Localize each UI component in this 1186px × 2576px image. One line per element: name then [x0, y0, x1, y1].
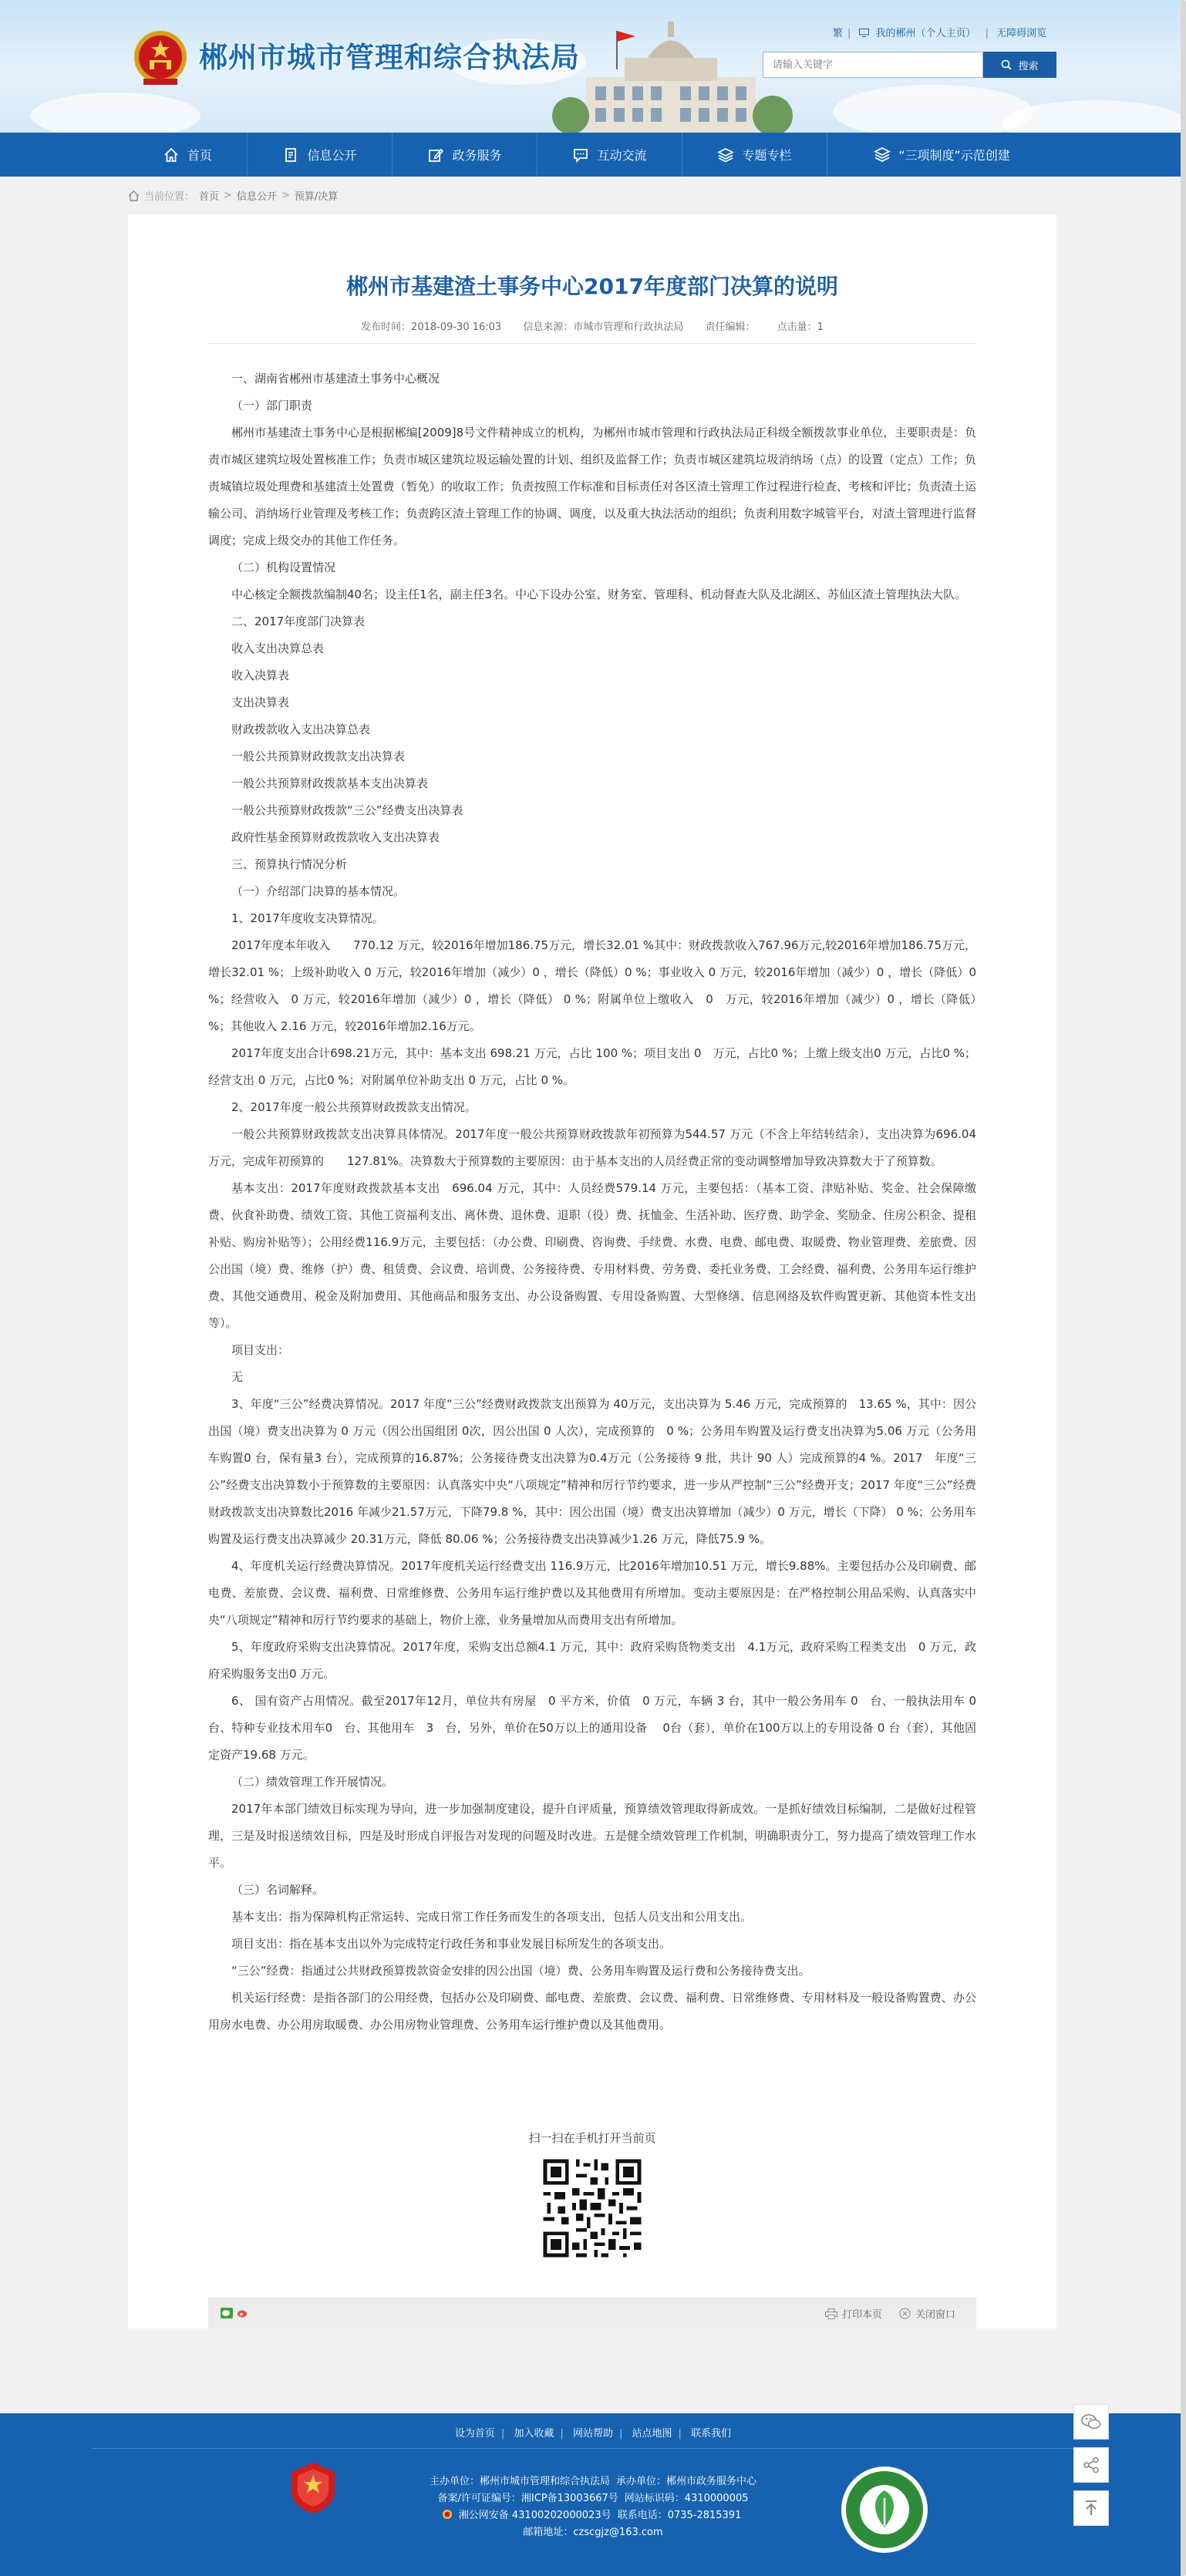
- contact-email: 邮箱地址：czscgjz@163.com: [523, 2527, 663, 2538]
- share-button[interactable]: [1073, 2447, 1109, 2483]
- weibo-share-icon[interactable]: [236, 2308, 248, 2318]
- top-links: 繁 | 我的郴州（个人主页） | 无障碍浏览: [833, 28, 1047, 39]
- scrollbar-thumb[interactable]: [1181, 0, 1186, 2576]
- print-button[interactable]: [825, 2306, 882, 2321]
- breadcrumb-home[interactable]: 首页: [199, 191, 220, 203]
- paragraph: （二）机构设置情况: [231, 561, 336, 574]
- icp-number[interactable]: 备案/许可证编号：湘ICP备13003667号: [437, 2493, 618, 2504]
- breadcrumb-label: 当前位置：: [144, 191, 195, 203]
- my-chenzhou-link[interactable]: [859, 28, 981, 39]
- site-footer: [0, 2413, 1186, 2576]
- monitor-icon: [859, 29, 869, 37]
- nav-label: 首页: [187, 148, 212, 163]
- click-count: 点击量：1: [777, 322, 824, 333]
- floating-side-tools: [1073, 2404, 1109, 2534]
- paragraph: 基本支出：指为保障机构正常运转、完成日常工作任务而发生的各项支出，包括人员支出和公用支出。: [231, 1910, 753, 1924]
- close-label: 关闭窗口: [915, 2309, 956, 2321]
- paragraph: 项目支出：指在基本支出以外为完成特定行政任务和事业发展目标所发生的各项支出。: [231, 1937, 672, 1951]
- divider: [208, 343, 976, 344]
- paragraph: 郴州市基建渣土事务中心是根据郴编[2009]8号文件精神成立的机构，为郴州市城市管理和行政执法局正科级全额拨款事业单位，主要职责是：负责市城区建筑垃圾处置核准工作；负责市城区建筑垃圾运输处置的计划、组织及监督工作；负责市城区建筑垃圾消纳场（点）的设置（定点）工作；负责城镇垃圾处理费和基建渣土处置费（暂免）的收取工作；负责按照工作标准和目标责任对各区渣土管理工作过程进行检查、考核和评比；负责渣土运输公司、消纳场行业管理及考核工作；负责跨区渣土管理工作的协调、调度，以及重大执法活动的组织；负责利用数字城管平台，对渣土管理进行监督调度；完成上级交办的其他工作任务。: [208, 426, 976, 547]
- table-link[interactable]: 一般公共预算财政拨款基本支出决算表: [231, 776, 429, 790]
- search-button[interactable]: [983, 52, 1056, 78]
- article-body: [208, 365, 989, 2039]
- paragraph: （二）绩效管理工作开展情况。: [231, 1775, 394, 1789]
- paragraph: 3、年度“三公”经费决算情况。2017 年度“三公”经费财政拨款支出预算为 40万元，支出决算为 5.46 万元，完成预算的 13.65 %，其中：因公出国（境）费支出决算为 0 万元（因公出国组团 0次，因公出国 0 人次），完成预算的 0 %；公务用车购置及运行费支出决算为5.06 万元（公务用车购置0 台，保有量3 台），完成预算的16.87%；公务接待费支出决算为0.4万元（公务接待 9 批，共计 90 人）完成预算的4 %。2017 年度“三公”经费支出决算数小于预算数的主要原因：认真落实中央“八项规定”精神和厉行节约要求，进一步从严控制“三公”经费开支；2017 年度“三公”经费财政拨款支出决算数比2016 年减少21.57万元，下降79.8 %，其中：因公出国（境）费支出决算增加（减少）0 万元，增长（下降） 0 %；公务用车购置及运行费支出决算减少 20.31万元，降低 80.06 %；公务接待费支出决算减少1.26 万元，降低75.9 %。: [208, 1397, 976, 1546]
- qr-code-icon: [540, 2156, 645, 2261]
- nav-label: 政务服务: [452, 148, 502, 163]
- host-unit: 主办单位：郴州市城市管理和综合执法局: [429, 2476, 610, 2487]
- table-link[interactable]: 支出决算表: [231, 695, 290, 709]
- share-buttons: [221, 2308, 248, 2318]
- nav-item-info[interactable]: [248, 133, 393, 177]
- breadcrumb-budget[interactable]: 预算/决算: [294, 191, 339, 203]
- nav-item-topics[interactable]: [682, 133, 827, 177]
- paragraph: 2017年度本年收入 770.12 万元，较2016年增加186.75万元，增长32.01 %其中：财政拨款收入767.96万元,较2016年增加186.75万元，增长32.01 %；上级补助收入 0 万元，较2016年增加（减少）0 ，增长（降低）0 %；事业收入 0 万元，较2016年增加（减少）0 ，增长（降低）0 %；经营收入 0 万元，较2016年增加（减少）0 ，增长（降低） 0 %；附属单位上缴收入 0 万元，较2016年增加（减少）0 ，增长（降低） %；其他收入 2.16 万元，较2016年增加2.16万元。: [208, 938, 989, 1033]
- close-icon: [899, 2308, 911, 2319]
- police-record[interactable]: 湘公网安备 43100202000023号: [458, 2510, 612, 2521]
- article-title: 郴州市基建渣土事务中心2017年度部门决算的说明: [346, 274, 838, 299]
- close-window-button[interactable]: [899, 2306, 955, 2321]
- site-title[interactable]: 郴州市城市管理和综合执法局: [199, 41, 580, 74]
- paragraph: 4、年度机关运行经费决算情况。2017年度机关运行经费支出 116.9万元，比2016年增加10.51 万元，增长9.88%。主要包括办公及印刷费、邮电费、差旅费、会议费、福利费、日常维修费、公务用车运行维护费以及其他费用有所增加。变动主要原因是：在严格控制公用品采购、认真落实中央“八项规定”精神和厉行节约要求的基础上，物价上涨，业务量增加从而费用支出有所增加。: [208, 1559, 976, 1627]
- table-link[interactable]: 收入决算表: [231, 668, 290, 682]
- paragraph: 项目支出：: [231, 1343, 290, 1357]
- nav-label: 互动交流: [597, 148, 647, 163]
- main-nav: [0, 133, 1186, 177]
- search-button-label: 搜索: [1018, 59, 1039, 72]
- chat-icon: [572, 146, 589, 163]
- qr-caption: 扫一扫在手机打开当前页: [528, 2131, 656, 2145]
- paragraph: 2、2017年度一般公共预算财政拨款支出情况。: [231, 1100, 477, 1114]
- paragraph: 一般公共预算财政拨款支出决算具体情况。2017年度一般公共预算财政拨款年初预算为544.57 万元（不含上年结转结余），支出决算为696.04 万元，完成年初预算的 127.81%。决算数大于预算数的主要原因：由于基本支出的人员经费正常的变动调整增加导致决算数大于了预算数。: [208, 1127, 976, 1168]
- error-report-badge-icon[interactable]: [839, 2464, 930, 2555]
- paragraph: （三）名词解释。: [231, 1883, 325, 1897]
- footer-link-favorite[interactable]: 加入收藏: [514, 2428, 554, 2440]
- back-to-top-button[interactable]: [1073, 2490, 1109, 2526]
- site-header: [0, 0, 1186, 133]
- nav-label: 专题专栏: [742, 148, 792, 163]
- paragraph: 机关运行经费：是指各部门的公用经费，包括办公及印刷费、邮电费、差旅费、会议费、福利费、日常维修费、专用材料及一般设备购置费、办公用房水电费、办公用房取暖费、办公用房物业管理费、公务用车运行维护费以及其他费用。: [208, 1991, 976, 2032]
- nav-item-interaction[interactable]: [537, 133, 682, 177]
- breadcrumb-info[interactable]: 信息公开: [236, 191, 277, 203]
- paragraph: “三公”经费：指通过公共财政预算拨款资金安排的因公出国（境）费、公务用车购置及运行费和公务接待费支出。: [231, 1964, 810, 1978]
- footer-link-homepage[interactable]: 设为首页: [454, 2428, 495, 2440]
- article-toolbar: [208, 2298, 976, 2329]
- qr-section: [128, 2126, 1056, 2261]
- table-link[interactable]: 收入支出决算总表: [231, 641, 325, 655]
- table-link[interactable]: 一般公共预算财政拨款支出决算表: [231, 749, 406, 763]
- footer-link-contact[interactable]: 联系我们: [691, 2428, 732, 2440]
- info-source: 信息来源：市城市管理和行政执法局: [523, 322, 684, 333]
- nav-item-three-systems[interactable]: [827, 133, 1056, 177]
- paragraph: 基本支出：2017年度财政拨款基本支出 696.04 万元，其中：人员经费579.14 万元，主要包括：（基本工资、津贴补贴、奖金、社会保障缴费、伙食补助费、绩效工资、其他工资福利支出、离休费、退休费、退职（役）费、抚恤金、生活补助、医疗费、助学金、奖励金、住房公积金、提租补贴、购房补贴等）；公用经费116.9万元，主要包括：（办公费、印刷费、咨询费、手续费、水费、电费、邮电费、取暖费、物业管理费、差旅费、因公出国（境）费、维修（护）费、租赁费、会议费、培训费、公务接待费、专用材料费、劳务费、委托业务费、工会经费、福利费、公务用车运行维护费、其他交通费用、税金及附加费用、其他商品和服务支出、办公设备购置、专用设备购置、大型修缮、信息网络及软件购置更新、其他资本性支出等）。: [208, 1181, 976, 1330]
- stack-icon: [874, 146, 891, 163]
- paragraph: 无: [231, 1370, 244, 1384]
- paragraph: 6、 国有资产占用情况。截至2017年12月，单位共有房屋 0 平方米，价值 0 万元，车辆 3 台，其中一般公务用车 0 台、一般执法用车 0 台、特种专业技术用车0 台、其他用车 3 台，另外，单价在50万以上的通用设备 0台（套），单价在100万以上的专用设备 0 台（套），其他固定资产19.68 万元。: [208, 1694, 989, 1762]
- site-code: 网站标识码：4310000005: [624, 2493, 749, 2504]
- print-label: 打印本页: [842, 2309, 883, 2321]
- police-badge-icon: [442, 2509, 453, 2520]
- contact-phone: 联系电话：0735-2815391: [617, 2510, 742, 2521]
- printer-icon: [825, 2308, 837, 2319]
- table-link[interactable]: 财政拨款收入支出决算总表: [231, 722, 371, 736]
- wechat-share-icon[interactable]: [221, 2308, 233, 2318]
- footer-info: [0, 2473, 1186, 2541]
- share-icon: [1083, 2456, 1100, 2473]
- document-icon: [282, 146, 299, 163]
- my-chenzhou-label: 我的郴州（个人主页）: [875, 28, 976, 39]
- paragraph: 1、2017年度收支决算情况。: [231, 911, 384, 925]
- table-link[interactable]: 政府性基金预算财政拨款收入支出决算表: [231, 830, 440, 844]
- nav-label: 信息公开: [307, 148, 357, 163]
- search-input[interactable]: [763, 52, 983, 78]
- article-meta: [128, 318, 1056, 333]
- accessibility-link[interactable]: 无障碍浏览: [996, 28, 1047, 39]
- paragraph: 中心核定全额拨款编制40名；设主任1名，副主任3名。中心下设办公室、财务室、管理科、机动督查大队及北湖区、苏仙区渣土管理执法大队。: [231, 588, 967, 601]
- traditional-chinese-link[interactable]: 繁: [833, 28, 844, 39]
- publish-time: 发布时间：2018-09-30 16:03: [361, 322, 502, 333]
- search-box: [763, 52, 1056, 78]
- layers-icon: [717, 146, 734, 163]
- home-icon: [128, 190, 140, 201]
- arrow-up-icon: [1083, 2500, 1099, 2517]
- paragraph: 二、2017年度部门决算表: [231, 615, 366, 628]
- nav-item-home[interactable]: [128, 133, 248, 177]
- footer-links: 设为首页 | 加入收藏 | 网站帮助 | 站点地图 | 联系我们: [454, 2428, 732, 2440]
- wechat-button[interactable]: [1073, 2404, 1109, 2440]
- organizer-unit: 承办单位：郴州市政务服务中心: [616, 2476, 757, 2487]
- edit-icon: [427, 146, 444, 163]
- home-icon: [163, 146, 180, 163]
- footer-divider: [93, 2448, 1093, 2449]
- nav-label: “三项制度”示范创建: [898, 148, 1010, 163]
- paragraph: 一、湖南省郴州市基建渣土事务中心概况: [231, 372, 440, 386]
- paragraph: 2017年本部门绩效目标实现为导向，进一步加强制度建设，提升自评质量，预算绩效管理取得新成效。一是抓好绩效目标编制，二是做好过程管理，三是及时报送绩效目标，四是及时形成自评报告对发现的问题及时改进。五是健全绩效管理工作机制，明确职责分工，努力提高了绩效管理工作水平。: [208, 1802, 976, 1870]
- nav-item-services[interactable]: [393, 133, 537, 177]
- wechat-icon: [1081, 2413, 1101, 2430]
- article-panel: [128, 214, 1056, 2329]
- paragraph: 5、年度政府采购支出决算情况。2017年度，采购支出总额4.1 万元，其中：政府采购货物类支出 4.1万元，政府采购工程类支出 0 万元，政府采购服务支出0 万元。: [208, 1640, 976, 1681]
- editor: 责任编辑：: [705, 322, 756, 333]
- search-icon: [1001, 59, 1012, 70]
- breadcrumb: 当前位置： 首页 > 信息公开 > 预算/决算: [128, 188, 338, 203]
- footer-link-help[interactable]: 网站帮助: [572, 2428, 613, 2440]
- paragraph: 2017年度支出合计698.21万元，其中：基本支出 698.21 万元，占比 100 %；项目支出 0 万元，占比0 %；上缴上级支出0 万元，占比0 %；经营支出 0 万元，占比0 %；对附属单位补助支出 0 万元，占比 0 %。: [208, 1046, 976, 1087]
- paragraph: （一）介绍部门决算的基本情况。: [231, 884, 406, 898]
- table-link[interactable]: 一般公共预算财政拨款“三公”经费支出决算表: [231, 803, 463, 817]
- national-emblem-icon: [131, 28, 190, 89]
- footer-link-sitemap[interactable]: 站点地图: [632, 2428, 672, 2440]
- paragraph: 三、预算执行情况分析: [231, 857, 348, 871]
- paragraph: （一）部门职责: [231, 399, 313, 412]
